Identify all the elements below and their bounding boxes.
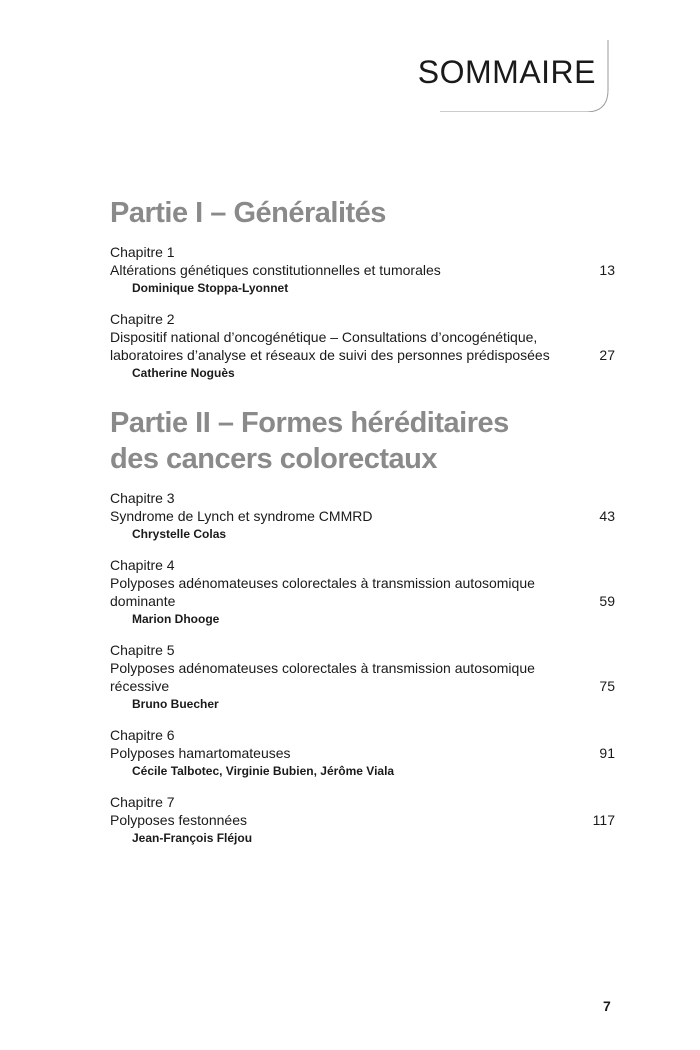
part-2 xyxy=(110,405,615,847)
chapter-page-number: 27 xyxy=(599,347,615,363)
chapter-title-line: Altérations génétiques constitutionnelles et tumorales xyxy=(110,262,441,278)
chapter-page-number: 91 xyxy=(599,745,615,761)
chapter-author: Jean-François Fléjou xyxy=(132,831,253,845)
chapter-label: Chapitre 6 xyxy=(110,727,175,743)
chapter-title xyxy=(110,659,615,695)
chapter-title xyxy=(110,261,615,279)
chapter-author: Bruno Buecher xyxy=(132,697,219,711)
chapter-label: Chapitre 4 xyxy=(110,557,175,573)
chapter-title-line: Polyposes hamartomateuses xyxy=(110,745,291,761)
chapter-page-number: 117 xyxy=(592,812,615,828)
chapter-author: Marion Dhooge xyxy=(132,612,220,626)
chapter-title-line: dominante xyxy=(110,593,176,609)
chapter-page-number: 59 xyxy=(599,593,615,609)
chapter-entry[interactable] xyxy=(110,726,615,780)
chapter-page-number: 75 xyxy=(599,678,615,694)
chapter-title xyxy=(110,574,615,610)
chapter-author: Dominique Stoppa-Lyonnet xyxy=(132,281,289,295)
chapter-label: Chapitre 2 xyxy=(110,311,175,327)
chapter-title xyxy=(110,507,615,525)
part-title xyxy=(110,195,615,231)
chapter-entry[interactable] xyxy=(110,243,615,297)
part-1 xyxy=(110,195,615,382)
chapter-title-line: Polyposes festonnées xyxy=(110,812,247,828)
chapter-page-number: 43 xyxy=(599,508,615,524)
chapter-label: Chapitre 7 xyxy=(110,794,175,810)
chapter-entry[interactable] xyxy=(110,489,615,543)
chapter-title xyxy=(110,744,615,762)
chapter-title-line: récessive xyxy=(110,678,170,694)
chapter-entry[interactable] xyxy=(110,556,615,628)
chapter-title-line: Dispositif national d’oncogénétique – Consultations d’oncogénétique, xyxy=(110,329,538,345)
chapter-entry[interactable] xyxy=(110,641,615,713)
chapter-label: Chapitre 3 xyxy=(110,490,175,506)
chapter-label: Chapitre 5 xyxy=(110,642,175,658)
chapter-page-number: 13 xyxy=(599,262,615,278)
part-title-line: des cancers colorectaux xyxy=(110,443,438,475)
chapter-title-line: Polyposes adénomateuses colorectales à transmission autosomique xyxy=(110,575,535,591)
page-number: 7 xyxy=(603,998,611,1014)
chapter-author: Cécile Talbotec, Virginie Bubien, Jérôme Viala xyxy=(132,764,395,778)
chapter-author: Catherine Noguès xyxy=(132,366,235,380)
header-box xyxy=(417,40,610,112)
chapter-title-line: Polyposes adénomateuses colorectales à transmission autosomique xyxy=(110,660,535,676)
table-of-contents xyxy=(110,195,615,860)
chapter-title xyxy=(110,328,615,364)
chapter-entry[interactable] xyxy=(110,793,615,847)
chapter-title-line: laboratoires d’analyse et réseaux de suivi des personnes prédisposées xyxy=(110,347,550,363)
chapter-entry[interactable] xyxy=(110,310,615,382)
page-title: SOMMAIRE xyxy=(417,54,596,90)
chapter-title-line: Syndrome de Lynch et syndrome CMMRD xyxy=(110,508,373,524)
chapter-title xyxy=(110,811,615,829)
chapter-author: Chrystelle Colas xyxy=(132,527,227,541)
part-title-line: Partie I – Généralités xyxy=(110,197,386,229)
part-title-line: Partie II – Formes héréditaires xyxy=(110,407,509,439)
part-title xyxy=(110,405,615,477)
chapter-label: Chapitre 1 xyxy=(110,244,175,260)
